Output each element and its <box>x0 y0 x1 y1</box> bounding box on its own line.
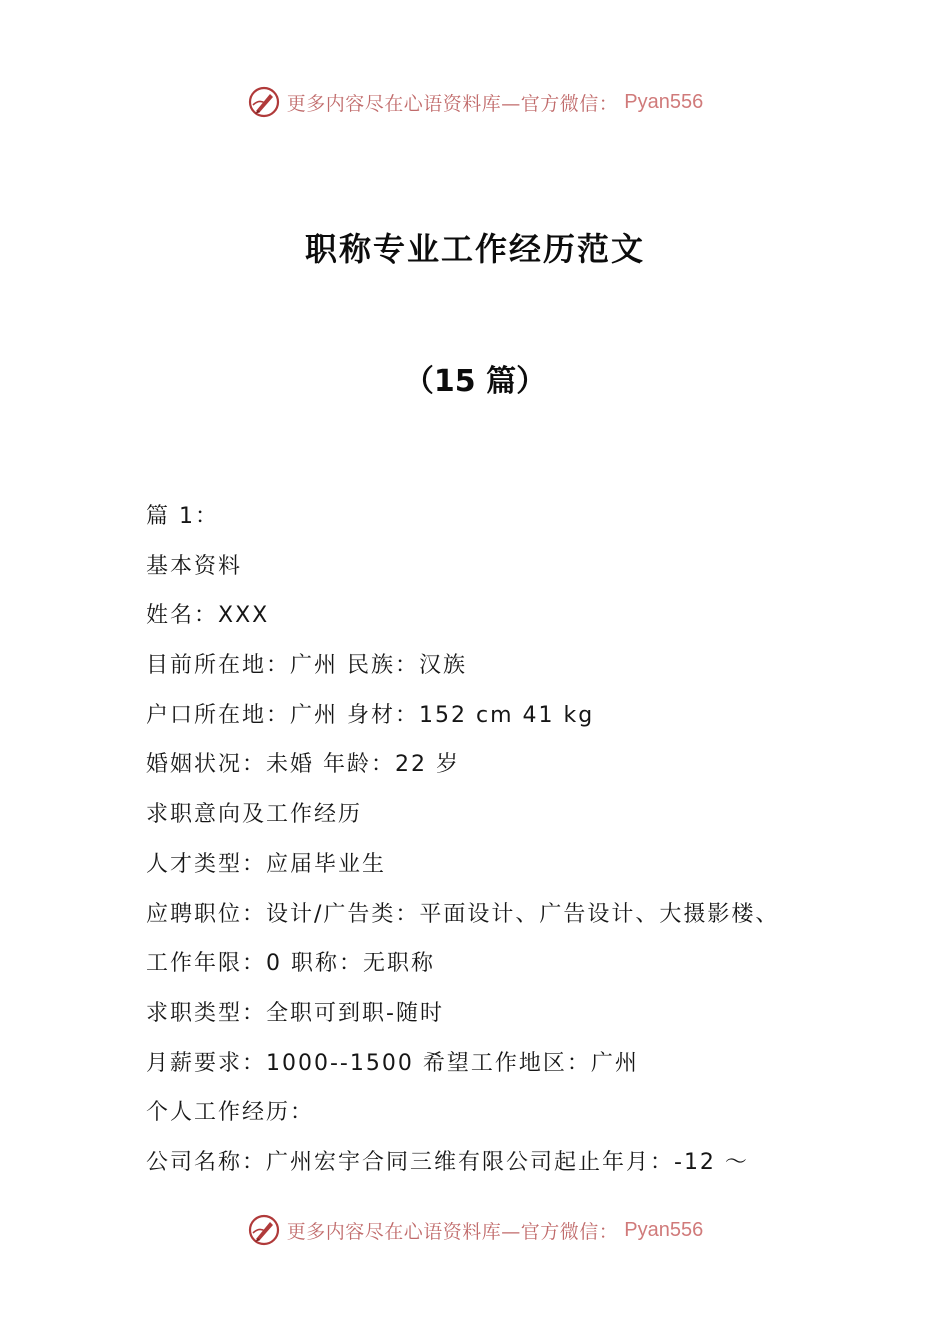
body-line-current-location: 目前所在地：广州 民族：汉族 <box>146 653 467 679</box>
watermark-text: 更多内容尽在心语资料库—官方微信： <box>286 92 619 115</box>
document-subtitle: （15 篇） <box>403 364 547 399</box>
pen-logo-icon <box>247 1213 281 1247</box>
pen-logo-icon <box>247 85 281 119</box>
body-line-job-type: 求职类型：全职可到职-随时 <box>146 1000 444 1026</box>
body-line-basic-info-heading: 基本资料 <box>146 553 243 579</box>
body-line-section-heading: 篇 1： <box>146 504 219 529</box>
body-line-work-history-heading: 个人工作经历： <box>146 1100 315 1126</box>
document-title: 职称专业工作经历范文 <box>304 230 645 268</box>
body-line-work-years: 工作年限：0 职称：无职称 <box>146 951 435 977</box>
body-line-name: 姓名：XXX <box>146 603 270 629</box>
body-line-household-location: 户口所在地：广州 身材：152 cm 41 kg <box>146 702 595 728</box>
watermark-wechat-id: Pyan556 <box>624 90 704 113</box>
header-watermark <box>0 82 950 122</box>
body-line-marital-status: 婚姻状况：未婚 年龄：22 岁 <box>146 752 460 778</box>
footer-watermark <box>0 1210 950 1250</box>
body-line-salary: 月薪要求：1000--1500 希望工作地区：广州 <box>146 1050 639 1076</box>
body-line-job-intent-heading: 求职意向及工作经历 <box>146 802 363 828</box>
document-body <box>146 497 826 1193</box>
body-line-talent-type: 人才类型：应届毕业生 <box>146 851 387 877</box>
body-line-company: 公司名称：广州宏宇合同三维有限公司起止年月：-12 ～ <box>146 1149 749 1175</box>
body-line-position: 应聘职位：设计/广告类：平面设计、广告设计、大摄影楼、 <box>146 901 780 927</box>
watermark-wechat-id: Pyan556 <box>624 1218 704 1241</box>
watermark-text: 更多内容尽在心语资料库—官方微信： <box>286 1220 619 1243</box>
